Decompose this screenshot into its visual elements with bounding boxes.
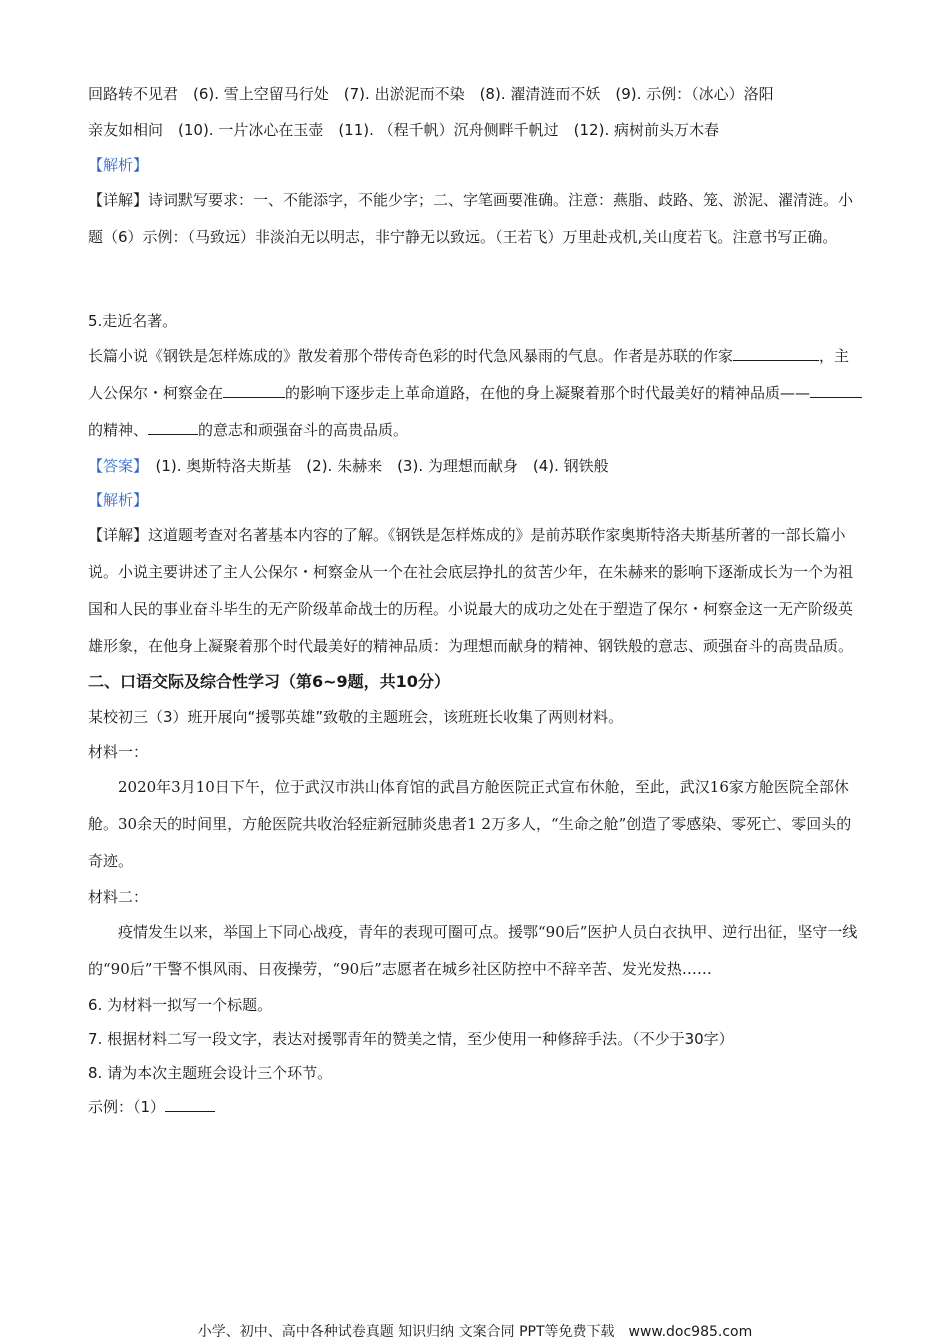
analysis-label: 【解析】 bbox=[88, 156, 149, 174]
prev-detail bbox=[88, 182, 864, 256]
prev-answer-line-2: 亲友如相问 (10). 一片冰心在玉壶 (11). （程千帆）沉舟侧畔千帆过 (12). 病树前头万木春 bbox=[88, 121, 719, 139]
example-blank bbox=[165, 1097, 215, 1112]
section-2-intro: 某校初三（3）班开展向“援鄂英雄”致敬的主题班会，该班班长收集了两则材料。 bbox=[88, 708, 624, 726]
prev-answer-line-1: 回路转不见君 (6). 雪上空留马行处 (7). 出淤泥而不染 (8). 濯清涟而不妖 (9). 示例：（冰心）洛阳 bbox=[88, 85, 774, 103]
q5-answer bbox=[88, 449, 864, 483]
detail-text: 诗词默写要求：一、不能添字，不能少字；二、字笔画要准确。注意：燕脂、歧路、笼、淤泥、濯清涟。小题（6）示例：（马致远）非淡泊无以明志，非宁静无以致远。（王若飞）万里赴戎机,关山度若飞。注意书写正确。 bbox=[88, 191, 854, 246]
q5-question: 长篇小说《钢铁是怎样炼成的》散发着那个带传奇色彩的时代急风暴雨的气息。作者是苏联的作家 ，主人公保尔・柯察金在 的影响下逐步走上革命道路，在他的身上凝聚着那个时代最美好的精神品质——的精神、 的意志和顽强奋斗的高贵品质。 bbox=[88, 338, 864, 449]
blank-4 bbox=[148, 420, 198, 435]
question-7: 7. 根据材料二写一段文字，表达对援鄂青年的赞美之情，至少使用一种修辞手法。（不少于30字） bbox=[88, 1030, 734, 1048]
blank-1 bbox=[733, 346, 783, 361]
example-line: 示例：（1） bbox=[88, 1090, 864, 1124]
material-2-label: 材料二： bbox=[88, 888, 149, 906]
section-2-heading: 二、口语交际及综合性学习（第6~9题，共10分） bbox=[88, 672, 450, 691]
material-2-text: 疫情发生以来，举国上下同心战疫，青年的表现可圈可点。援鄂“90后”医护人员白衣执甲、逆行出征，坚守一线的“90后”干警不惧风雨、日夜操劳，“90后”志愿者在城乡社区防控中不辞辛苦、发光发热…… bbox=[88, 923, 858, 978]
question-6: 6. 为材料一拟写一个标题。 bbox=[88, 996, 273, 1014]
answer-text: (1). 奥斯特洛夫斯基 (2). 朱赫来 (3). 为理想而献身 (4). 钢铁般 bbox=[140, 457, 609, 475]
detail-label: 【详解】 bbox=[88, 526, 149, 544]
q5-analysis-label: 【解析】 bbox=[88, 491, 149, 509]
question-8: 8. 请为本次主题班会设计三个环节。 bbox=[88, 1064, 333, 1082]
q5-detail bbox=[88, 517, 864, 665]
footer-download-link[interactable]: 小学、初中、高中各种试卷真题 知识归纳 文案合同 PPT等免费下载 www.doc985.com bbox=[197, 1324, 753, 1340]
page-content bbox=[88, 76, 864, 1124]
q5-title: 5.走近名著。 bbox=[88, 312, 178, 330]
detail-label: 【详解】 bbox=[88, 191, 149, 209]
blank-3 bbox=[810, 383, 862, 398]
blank-2 bbox=[223, 383, 285, 398]
detail-text: 这道题考查对名著基本内容的了解。《钢铁是怎样炼成的》是前苏联作家奥斯特洛夫斯基所著的一部长篇小说。小说主要讲述了主人公保尔・柯察金从一个在社会底层挣扎的贫苦少年，在朱赫来的影响下逐渐成长为一个为祖国和人民的事业奋斗毕生的无产阶级革命战士的历程。小说最大的成功之处在于塑造了保尔・柯察金这一无产阶级英雄形象，在他身上凝聚着那个时代最美好的精神品质：为理想而献身的精神、钢铁般的意志、顽强奋斗的高贵品质。 bbox=[88, 526, 854, 655]
material-1-label: 材料一： bbox=[88, 743, 149, 761]
material-1-text: 2020年3月10日下午，位于武汉市洪山体育馆的武昌方舱医院正式宣布休舱，至此，武汉16家方舱医院全部休舱。30余天的时间里，方舱医院共收治轻症新冠肺炎患者1 2万多人，“生命之舱”创造了零感染、零死亡、零回头的奇迹。 bbox=[88, 778, 852, 870]
blank-1-cont bbox=[783, 346, 819, 361]
answer-label: 【答案】 bbox=[88, 457, 141, 475]
